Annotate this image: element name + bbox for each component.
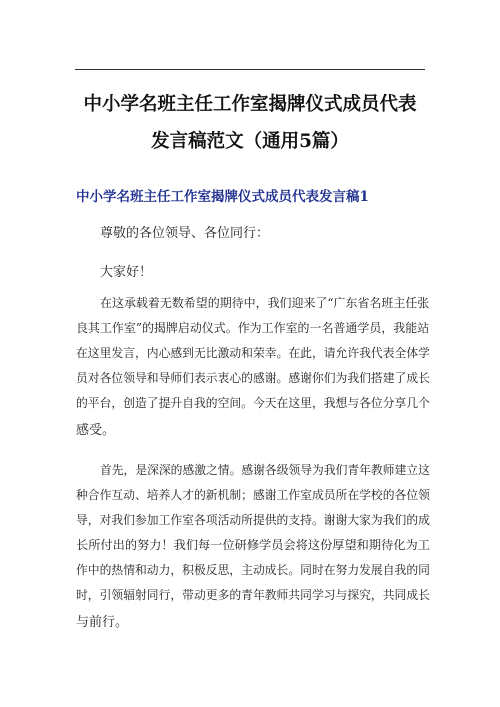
paragraph-1-line: 员对各位领导和导师们表示衷心的感谢。感谢你们为我们搭建了成长 bbox=[76, 371, 430, 385]
paragraph-1-line: 感受。 bbox=[76, 423, 116, 438]
paragraph-2-line: 作中的热情和动力，积极反思，主动成长。同时在努力发展自我的同 bbox=[76, 563, 430, 577]
paragraph-1-line: 在这承载着无数希望的期待中，我们迎来了“广东省名班主任张 bbox=[100, 296, 430, 310]
header-rule bbox=[75, 69, 425, 70]
salutation: 尊敬的各位领导、各位同行： bbox=[100, 226, 270, 241]
paragraph-1-line: 良其工作室”的揭牌启动仪式。作为工作室的一名普通学员，我能站 bbox=[76, 321, 430, 335]
paragraph-1-line: 在这里发言，内心感到无比激动和荣幸。在此，请允许我代表全体学 bbox=[76, 346, 430, 360]
section-heading: 中小学名班主任工作室揭牌仪式成员代表发言稿1 bbox=[76, 189, 369, 205]
paragraph-1-line: 的平台，创造了提升自我的空间。今天在这里，我想与各位分享几个 bbox=[76, 396, 430, 410]
document-title bbox=[60, 86, 440, 160]
greeting: 大家好！ bbox=[100, 265, 153, 280]
paragraph-2-line: 时，引领辐射同行，带动更多的青年教师共同学习与探究，共同成长 bbox=[76, 588, 430, 602]
paragraph-2-line: 与前行。 bbox=[76, 615, 129, 630]
title-line-2: 发言稿范文（通用5篇） bbox=[151, 131, 349, 152]
title-line-1: 中小学名班主任工作室揭牌仪式成员代表 bbox=[83, 94, 417, 115]
paragraph-2-line: 导，对我们参加工作室各项活动所提供的支持。谢谢大家为我们的成 bbox=[76, 513, 430, 527]
paragraph-2-line: 种合作互动、培养人才的新机制；感谢工作室成员所在学校的各位领 bbox=[76, 488, 430, 502]
paragraph-2-line: 长所付出的努力！我们每一位研修学员会将这份厚望和期待化为工 bbox=[76, 538, 430, 552]
paragraph-2-line: 首先，是深深的感激之情。感谢各级领导为我们青年教师建立这 bbox=[100, 463, 430, 477]
